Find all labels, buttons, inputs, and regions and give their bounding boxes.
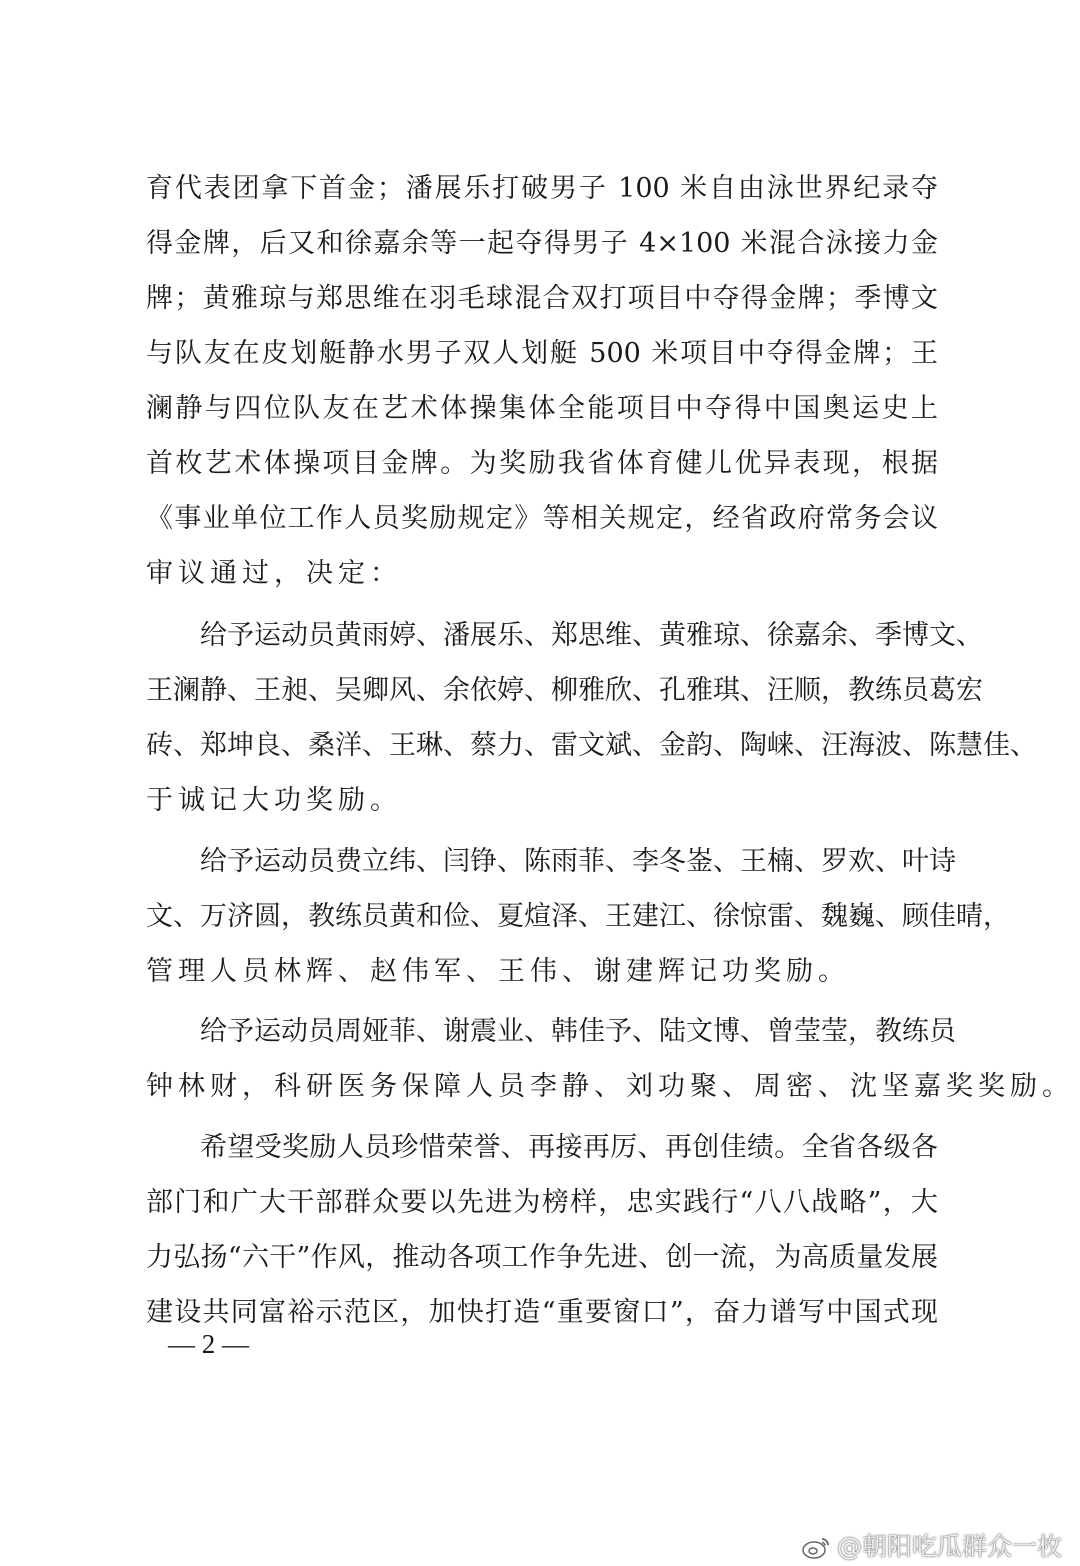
body-line-4: 与队友在皮划艇静水男子双人划艇 500 米项目中夺得金牌；王 (146, 338, 938, 369)
body-line-15: 管理人员林辉、赵伟军、王伟、谢建辉记功奖励。 (146, 956, 850, 987)
body-line-5: 澜静与四位队友在艺术体操集体全能项目中夺得中国奥运史上 (146, 393, 938, 424)
weibo-watermark (801, 1532, 1062, 1562)
watermark-text: @朝阳吃瓜群众一枚 (836, 1532, 1062, 1561)
body-line-12: 于诚记大功奖励。 (146, 785, 402, 816)
weibo-logo-icon (801, 1535, 831, 1559)
body-line-13: 给予运动员费立纬、闫铮、陈雨菲、李冬崟、王楠、罗欢、叶诗 (200, 846, 956, 877)
body-line-20: 力弘扬“六干”作风，推动各项工作争先进、创一流，为高质量发展 (146, 1242, 938, 1273)
page-number: — 2 — (168, 1329, 249, 1359)
body-line-19: 部门和广大干部群众要以先进为榜样，忠实践行“八八战略”，大 (146, 1187, 938, 1218)
body-line-3: 牌；黄雅琼与郑思维在羽毛球混合双打项目中夺得金牌；季博文 (146, 283, 938, 314)
body-line-11: 砖、郑坤良、桑洋、王琳、蔡力、雷文斌、金韵、陶崃、汪海波、陈慧佳、 (146, 730, 1037, 761)
body-line-21: 建设共同富裕示范区，加快打造“重要窗口”，奋力谱写中国式现 (146, 1297, 938, 1328)
body-line-2: 得金牌，后又和徐嘉余等一起夺得男子 4×100 米混合泳接力金 (146, 228, 938, 259)
body-line-14: 文、万济圆，教练员黄和俭、夏煊泽、王建江、徐惊雷、魏巍、顾佳晴， (146, 901, 1010, 932)
body-line-7: 《事业单位工作人员奖励规定》等相关规定，经省政府常务会议 (146, 503, 938, 534)
body-line-8: 审议通过，决定： (146, 558, 402, 589)
body-line-6: 首枚艺术体操项目金牌。为奖励我省体育健儿优异表现，根据 (146, 448, 938, 479)
body-line-16: 给予运动员周娅菲、谢震业、韩佳予、陆文博、曾莹莹，教练员 (200, 1016, 956, 1047)
body-line-9: 给予运动员黄雨婷、潘展乐、郑思维、黄雅琼、徐嘉余、季博文、 (200, 620, 983, 651)
body-line-10: 王澜静、王昶、吴卿风、余依婷、柳雅欣、孔雅琪、汪顺，教练员葛宏 (146, 675, 983, 706)
body-line-17: 钟林财，科研医务保障人员李静、刘功聚、周密、沈坚嘉奖奖励。 (146, 1071, 1074, 1102)
body-line-1: 育代表团拿下首金；潘展乐打破男子 100 米自由泳世界纪录夺 (146, 173, 938, 204)
body-line-18: 希望受奖励人员珍惜荣誉、再接再厉、再创佳绩。全省各级各 (200, 1132, 938, 1163)
